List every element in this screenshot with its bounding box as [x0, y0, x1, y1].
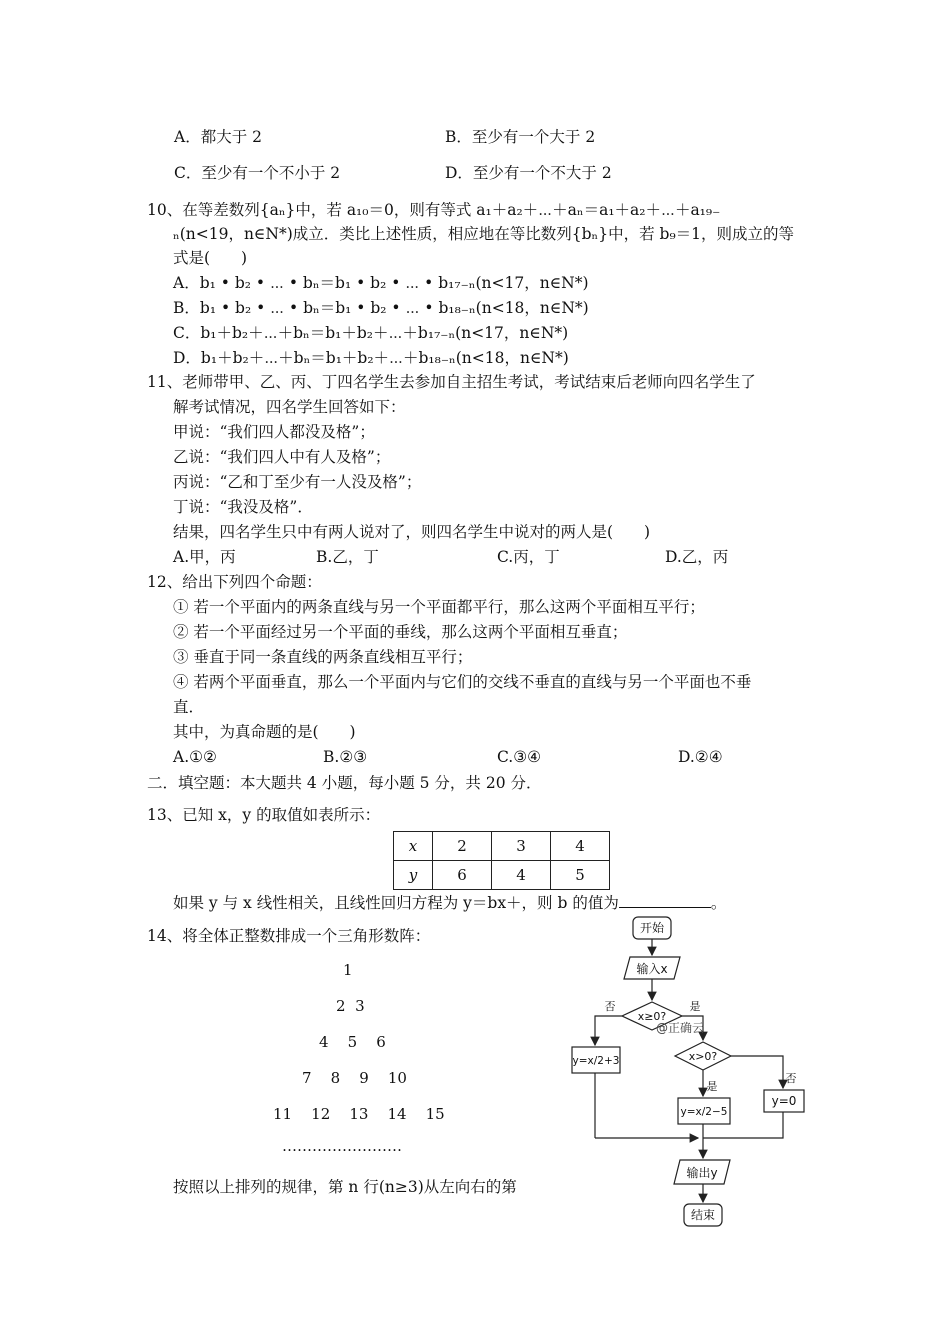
q12-option-c: C.③④	[497, 748, 542, 766]
answer-blank	[619, 893, 711, 908]
table-cell: 3	[492, 832, 551, 861]
triangle-row-5: 11 12 13 14 15	[273, 1105, 445, 1123]
q10-line-1: 10、在等差数列{aₙ}中，若 a₁₀＝0，则有等式 a₁＋a₂＋⋯＋aₙ＝a₁＋a₂＋⋯＋a₁₉₋	[147, 201, 721, 219]
triangle-row-4: 7 8 9 10	[302, 1069, 407, 1087]
q12-option-a: A.①②	[173, 748, 217, 766]
table-cell: 2	[433, 832, 492, 861]
table-cell: x	[394, 832, 433, 861]
q10-option-b: B．b₁ • b₂ • ⋯ • bₙ＝b₁ • b₂ • ⋯ • b₁₈₋ₙ(n<18，n∈N*)	[173, 299, 589, 317]
q9-option-a: A．都大于 2	[174, 128, 262, 146]
q12-prop-4b: 直．	[173, 698, 205, 716]
q12-line-1: 12、给出下列四个命题：	[147, 573, 322, 591]
table-cell: 6	[433, 861, 492, 890]
q12-prop-2: ② 若一个平面经过另一个平面的垂线，那么这两个平面相互垂直；	[173, 623, 628, 641]
q11-option-b: B.乙，丁	[316, 548, 379, 566]
xy-table	[393, 831, 610, 890]
table-row	[394, 861, 610, 890]
table-cell: 5	[551, 861, 610, 890]
triangle-row-2: 2 3	[336, 997, 365, 1015]
q11-option-a: A.甲，丙	[173, 548, 236, 566]
q13-line-2-end: 。	[710, 894, 727, 912]
q12-prop-1: ① 若一个平面内的两条直线与另一个平面都平行，那么这两个平面相互平行；	[173, 598, 705, 616]
q14-last-line: 按照以上排列的规律，第 n 行(n≥3)从左向右的第	[173, 1178, 517, 1196]
flow-yes2-label: 是	[706, 1080, 718, 1093]
flow-no2-label: 否	[785, 1072, 797, 1085]
q9-option-b: B．至少有一个大于 2	[445, 128, 596, 146]
q10-option-d: D．b₁＋b₂＋⋯＋bₙ＝b₁＋b₂＋⋯＋b₁₈₋ₙ(n<18，n∈N*)	[173, 349, 569, 367]
flow-no1-label: 否	[604, 1000, 616, 1013]
q10-line-3: 式是( )	[173, 249, 248, 267]
table-row	[394, 832, 610, 861]
q11-statement-bing: 丙说：“乙和丁至少有一人没及格”；	[173, 473, 422, 491]
table-cell: y	[394, 861, 433, 890]
flow-end-label: 结束	[690, 1208, 716, 1222]
table-cell: 4	[551, 832, 610, 861]
flow-yes1-label: 是	[689, 1000, 701, 1013]
flowchart	[560, 912, 810, 1232]
section-2-heading: 二．填空题：本大题共 4 小题，每小题 5 分，共 20 分．	[147, 774, 542, 792]
q10-option-c: C．b₁＋b₂＋⋯＋bₙ＝b₁＋b₂＋⋯＋b₁₇₋ₙ(n<17，n∈N*)	[173, 324, 569, 342]
q12-option-d: D.②④	[678, 748, 723, 766]
q11-statement-jia: 甲说：“我们四人都没及格”；	[173, 423, 375, 441]
triangle-row-1: 1	[343, 961, 353, 979]
flow-output-label: 输出y	[686, 1166, 718, 1180]
triangle-dots: ……………………	[282, 1137, 402, 1155]
q11-line-2: 解考试情况，四名学生回答如下：	[173, 398, 406, 416]
q9-option-d: D．至少有一个不大于 2	[445, 164, 612, 182]
q11-statement-yi: 乙说：“我们四人中有人及格”；	[173, 448, 391, 466]
table-cell: 4	[492, 861, 551, 890]
q12-option-b: B.②③	[323, 748, 368, 766]
q11-line-1: 11、老师带甲、乙、丙、丁四名学生去参加自主招生考试，考试结束后老师向四名学生了	[147, 373, 756, 391]
q14-line-1: 14、将全体正整数排成一个三角形数阵：	[147, 927, 431, 945]
q12-prop-3: ③ 垂直于同一条直线的两条直线相互平行；	[173, 648, 473, 666]
q11-result: 结果，四名学生只中有两人说对了，则四名学生中说对的两人是( )	[173, 523, 651, 541]
flow-input-label: 输入x	[636, 962, 668, 976]
flow-cond1-label: x≥0?	[637, 1010, 667, 1023]
flow-watermark: @正确云	[655, 1021, 705, 1035]
q11-option-c: C.丙，丁	[497, 548, 560, 566]
q10-option-a: A．b₁ • b₂ • ⋯ • bₙ＝b₁ • b₂ • ⋯ • b₁₇₋ₙ(n<17，n∈N*)	[173, 274, 589, 292]
q13-line-2-text: 如果 y 与 x 线性相关，且线性回归方程为 y＝bx＋，则 b 的值为	[173, 894, 619, 912]
flow-start-label: 开始	[639, 921, 665, 935]
flow-mid-box-label: y=x/2−5	[680, 1106, 728, 1118]
q11-option-d: D.乙，丙	[665, 548, 729, 566]
q13-line-2	[173, 893, 726, 913]
flow-cond2-label: x>0?	[688, 1050, 718, 1063]
flow-left-box-label: y=x/2+3	[572, 1055, 620, 1067]
q10-line-2: ₙ(n<19，n∈N*)成立．类比上述性质，相应地在等比数列{bₙ}中，若 b₉＝1，则成立的等	[173, 225, 795, 243]
q11-statement-ding: 丁说：“我没及格”．	[173, 498, 313, 516]
q13-line-1: 13、已知 x，y 的取值如表所示：	[147, 806, 381, 824]
q12-ask: 其中，为真命题的是( )	[173, 723, 356, 741]
q9-option-c: C．至少有一个不小于 2	[174, 164, 341, 182]
flow-right-box-label: y=0	[771, 1094, 797, 1108]
triangle-row-3: 4 5 6	[319, 1033, 386, 1051]
q12-prop-4a: ④ 若两个平面垂直，那么一个平面内与它们的交线不垂直的直线与另一个平面也不垂	[173, 673, 752, 691]
